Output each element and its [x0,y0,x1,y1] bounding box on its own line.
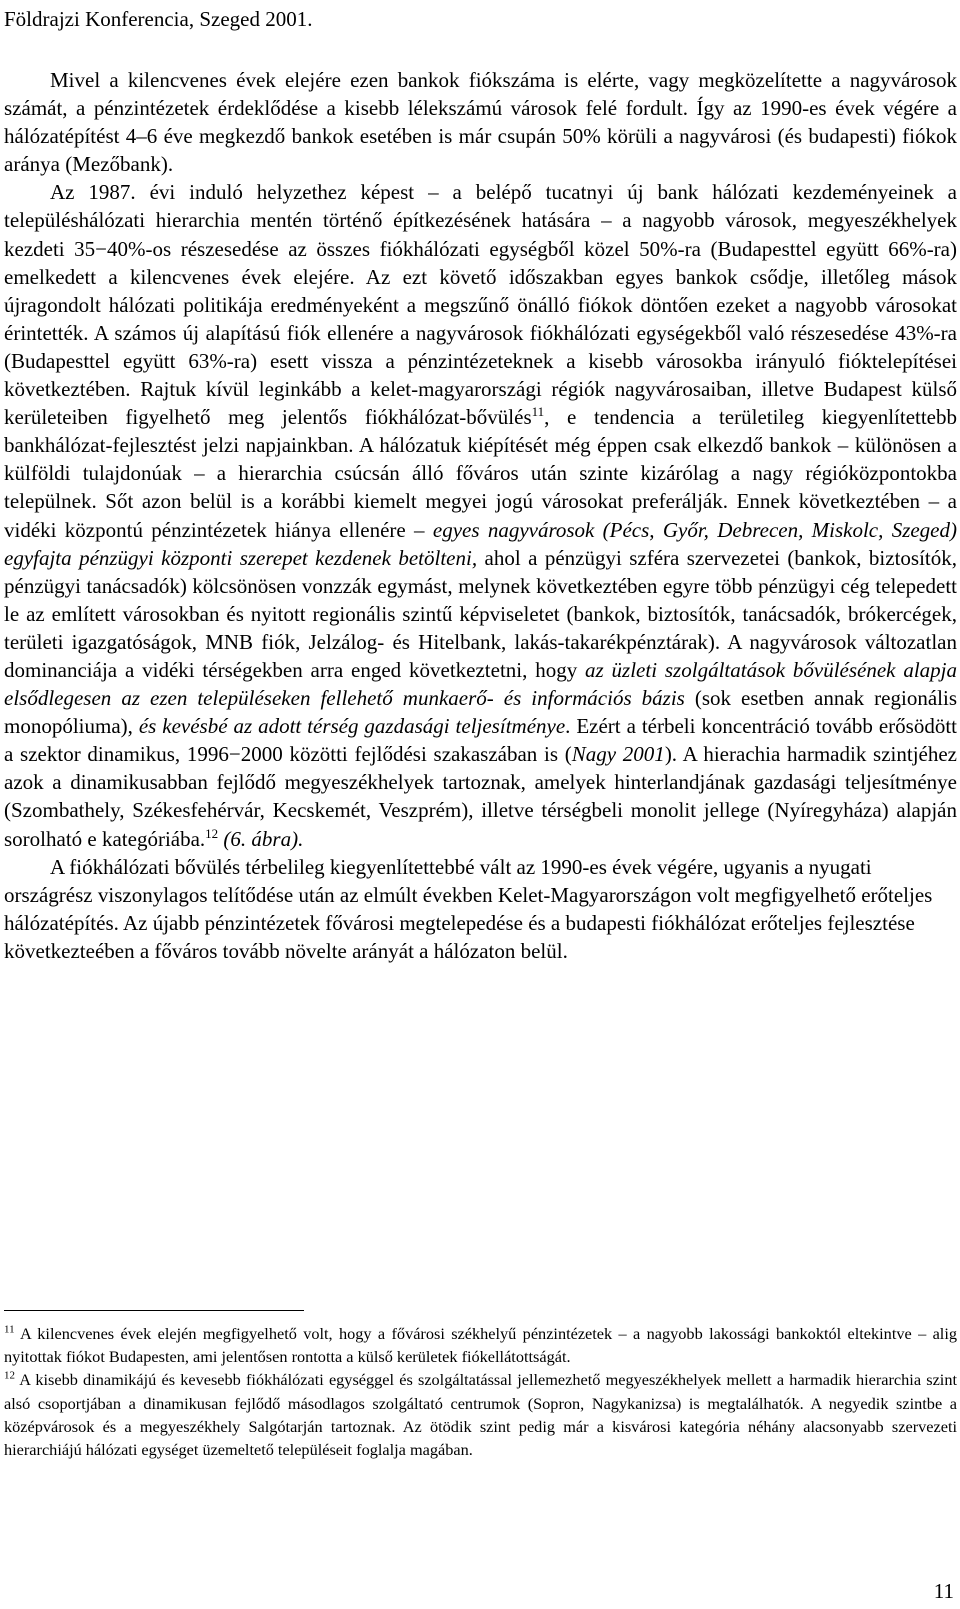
page-header: Földrajzi Konferencia, Szeged 2001. [4,7,313,31]
paragraph-3: A fiókhálózati bővülés térbelileg kiegyenlítettebbé vált az 1990-es évek végére, ugyanis a nyugati országrész viszonylagos telítődése után az elmúlt években Kelet-Magyarországon volt megfigyelhető erőteljes hálózatépítés. Az újabb pénzintézetek fővárosi megtelepedése és a budapesti fiókhálózat erőteljes fejlesztése következteében a főváros tovább növelte arányát a hálózaton belül. [4,854,933,963]
p2-text-1: Az 1987. évi induló helyzethez képest – a belépő tucatnyi új bank hálózati kezdeményeinek a településhálózati hierarchia mentén történő építkezésének hatására – a nagyobb városok, megyeszékhelyek kezdeti 35−40%-os részesedése az összes fiókhálózati egységből közel 50%-ra (Budapesttel együtt 66%-ra) emelkedett a kilencvenes évek elejére. Az ezt követő időszakban egyes bankok csődje, illetőleg mások újragondolt hálózati politikája eredményeként a megszűnő önálló fiókok döntően ezeket a nagyobb városokat érintették. A számos új alapítású fiók ellenére a nagyvárosok fiókhálózati egységekből való részesedése 43%-ra (Budapesttel együtt 63%-ra) esett vissza a pénzintézeteknek a kisebb városokba irányuló fióktelepítései következtében. Rajtuk kívül leginkább a kelet-magyarországi régiók nagyvárosaiban, illetve Budapest külső kerületeiben figyelhető meg jelentős fiókhálózat-bővülés [4,180,957,430]
p2-italic-1: egyes nagyvárosok (Pécs, Győr, Debrecen, Miskolc, Szeged) egyfajta pénzügyi központi szerepet kezdenek betölteni, [4,517,957,570]
footnote-ref-11[interactable]: 11 [531,404,545,420]
footnote-text: A kilencvenes évek elején megfigyelhető volt, hogy a fővárosi székhelyű pénzintézetek – a nagyobb lakossági bankoktól eltekintve – alig nyitottak fiókot Budapesten, ami jelentősen rontotta a külső kerületek fiókellátottságát. [4,1324,957,1367]
p2-text-3: ahol a pénzügyi szféra szervezetei (bankok, biztosítók, pénzügyi tanácsadók) kölcsönösen vonzzák egymást, melynek következtében egyre több pénzügyi cég telepedett le az említett városokban és nyitott regionális szintű képviseletet (bankok, biztosítók, tanácsadók, brókercégek, területi igazgatóságok, MNB fiók, Jelzálog- és Hitelbank, lakás-takarékpénztárak). A nagyvárosok változatlan dominanciája a vidéki térségekben arra enged következtetni, hogy [4,545,957,682]
footnote-11 [4,1322,957,1368]
main-text [4,66,957,965]
p2-italic-3: és kevésbé az adott térség gazdasági teljesítménye [138,714,566,739]
footnotes [4,1322,957,1461]
p2-text-2: , e tendencia a területileg kiegyenlítettebb bankhálózat-fejlesztést jelzi napjainkban. A hálózatuk kiépítését még éppen csak elkezdő bankok – különösen a külföldi tulajdonúak – a hierarchia csúcsán álló főváros után szinte kizárólag a nagy régióközpontokba települnek. Sőt azon belül is a korábbi kiemelt megyei jogú városokat preferálják. Ennek következtében – a vidéki központú pénzintézetek hiánya ellenére – [4,405,958,542]
p2-text-4: (sok esetben annak regionális monopóliuma), [4,686,957,739]
p2-text-6: ). A hierachia harmadik szintjéhez azok a dinamikusabban fejlődő megyeszékhelyek tartoznak, amelyek hinterlandjának gazdasági teljesítménye (Szombathely, Székesfehérvár, Kecskemét, Veszprém), illetve térségbeli monolit jellege (Nyíregyháza) alapján sorolható e kategóriába. [4,742,958,851]
p2-italic-2: az üzleti szolgáltatások bővülésének alapja elsődlegesen az ezen településeken fellehető munkaerő- és információs bázis [4,657,958,711]
p2-citation: Nagy 2001 [571,742,665,767]
footnote-number: 12 [4,1369,15,1382]
page-number: 11 [933,1579,954,1603]
paragraph-1: Mivel a kilencvenes évek elejére ezen bankok fiókszáma is elérte, vagy megközelítette a nagyvárosok számát, a pénzintézetek érdeklődése a kisebb lélekszámú városok felé fordult. Így az 1990-es évek végére a hálózatépítést 4–6 éve megkezdő bankok esetében is már csupán 50% körüli a nagyvárosi (és budapesti) fiókok aránya (Mezőbank). [4,68,957,177]
figure-reference[interactable]: (6. ábra). [223,826,304,851]
footnote-ref-12[interactable]: 12 [205,825,219,841]
p2-text-5: . Ezért a térbeli koncentráció tovább erősödött a szektor dinamikus, 1996−2000 közötti fejlődési szakaszában is ( [4,714,957,767]
footnote-number: 11 [4,1323,15,1336]
footnote-12 [4,1368,957,1461]
footnote-text: A kisebb dinamikájú és kevesebb fiókhálózati egységgel és szolgáltatással jellemezhető megyeszékhelyek mellett a harmadik hierarchia szint alsó csoportjában a dinamikusan fejlődő másodlagos szolgáltató centrumok (Sopron, Nagykanizsa) is megtalálhatók. A negyedik szintbe a középvárosok és a megyeszékhely Salgótarján tartoznak. Az ötödik szint pedig már a kisvárosi kategória néhány alacsonyabb szervezeti hierarchiájú hálózati egységet üzemeltető településeit foglalja magában. [4,1370,957,1460]
paragraph-2 [4,178,957,852]
footnote-separator [4,1310,304,1311]
